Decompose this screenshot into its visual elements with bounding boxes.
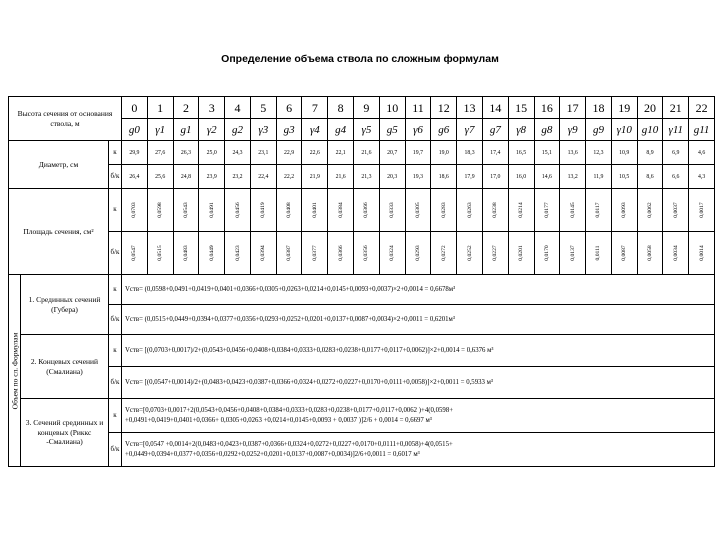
area-cell: 0,0034 <box>663 232 689 275</box>
unit-bk: б/к <box>109 232 122 275</box>
gamma-symbol: γ11 <box>663 119 689 141</box>
diameter-cell: 13,6 <box>560 141 586 165</box>
section-number: 5 <box>250 97 276 119</box>
unit-k: к <box>109 399 122 433</box>
diameter-cell: 23,1 <box>250 141 276 165</box>
diameter-cell: 23,2 <box>225 165 251 189</box>
volume-table <box>8 96 715 467</box>
formula-text: Vств= [(0,0547+0,0014)/2+(0,0483+0,0423+0,0387+0,0366+0,0324+0,0272+0,0227+0,0170+0,0111+0,0058)]×2+0,0011 = 0,5933 м³ <box>122 367 715 399</box>
section-number: 11 <box>405 97 431 119</box>
section-number: 6 <box>276 97 302 119</box>
area-cell: 0,0283 <box>431 189 457 232</box>
diameter-cell: 27,6 <box>147 141 173 165</box>
diameter-cell: 15,1 <box>534 141 560 165</box>
unit-bk: б/к <box>109 433 122 467</box>
area-cell: 0,0408 <box>276 189 302 232</box>
diameter-cell: 6,6 <box>663 165 689 189</box>
gamma-symbol: γ4 <box>302 119 328 141</box>
diameter-cell: 26,3 <box>173 141 199 165</box>
gamma-symbol: γ1 <box>147 119 173 141</box>
section-height-label: Высота сечения от основания ствола, м <box>9 97 122 141</box>
section-number: 4 <box>225 97 251 119</box>
area-cell: 0,0547 <box>122 232 148 275</box>
diameter-row-k <box>9 141 715 165</box>
area-cell: 0,0387 <box>276 232 302 275</box>
gamma-symbol: γ10 <box>611 119 637 141</box>
diameter-cell: 26,4 <box>122 165 148 189</box>
area-cell: 0,0449 <box>199 232 225 275</box>
diameter-cell: 24,8 <box>173 165 199 189</box>
formula-text: Vств=[0,0703+0,0017+2(0,0543+0,0456+0,0408+0,0384+0,0333+0,0283+0,0238+0,0177+0,0117+0,0062 )+4(0,0598+ +0,0491+0,0419+0,0401+0,0366+ 0,0305+0,0263 +0,0214+0,0145+0,0093 + 0,0037 )]2/6 + 0,0014 = 0,6697 м³ <box>122 399 715 433</box>
gamma-symbol: g7 <box>482 119 508 141</box>
gamma-symbol: g0 <box>122 119 148 141</box>
section-number: 10 <box>379 97 405 119</box>
gamma-symbol: γ3 <box>250 119 276 141</box>
area-row-k <box>9 189 715 232</box>
section-number: 22 <box>689 97 715 119</box>
diameter-cell: 22,9 <box>276 141 302 165</box>
diameter-cell: 21,3 <box>354 165 380 189</box>
diameter-cell: 13,2 <box>560 165 586 189</box>
diameter-cell: 17,9 <box>457 165 483 189</box>
area-cell: 0,0598 <box>147 189 173 232</box>
method2-row-bk <box>9 367 715 399</box>
area-cell: 0,0170 <box>534 232 560 275</box>
diameter-cell: 19,7 <box>405 141 431 165</box>
section-number: 18 <box>586 97 612 119</box>
formula-text: Vств=[0,0547 +0,0014+2(0,0483+0,0423+0,0387+0,0366+0,0324+0,0272+0,0227+0,0170+0,0111+0,0058)+4(0,0515+ +0,0449+0,0394+0,0377+0,0356+0,0292+0,0252+0,0201+0,0137+0,0087+0,0034)]2/6+0,0011 = 0,6017 м³ <box>122 433 715 467</box>
gamma-symbol: g5 <box>379 119 405 141</box>
gamma-symbol: g3 <box>276 119 302 141</box>
diameter-cell: 19,3 <box>405 165 431 189</box>
section-number: 13 <box>457 97 483 119</box>
gamma-symbol: γ9 <box>560 119 586 141</box>
formula-text: Vств= (0,0598+0,0491+0,0419+0,0401+0,0366+0,0305+0,0263+0,0214+0,0145+0,0093+0,0037)×2+0,0014 = 0,6678м³ <box>122 275 715 305</box>
gamma-symbol: γ6 <box>405 119 431 141</box>
gamma-symbol: g1 <box>173 119 199 141</box>
diameter-cell: 20,7 <box>379 141 405 165</box>
diameter-cell: 11,9 <box>586 165 612 189</box>
diameter-cell: 21,6 <box>354 141 380 165</box>
diameter-cell: 22,4 <box>250 165 276 189</box>
area-cell: 0,0366 <box>354 189 380 232</box>
diameter-cell: 18,6 <box>431 165 457 189</box>
method3-row-bk <box>9 433 715 467</box>
area-cell: 0,0058 <box>637 232 663 275</box>
gamma-symbol: g9 <box>586 119 612 141</box>
unit-bk: б/к <box>109 165 122 189</box>
diameter-cell: 10,9 <box>611 141 637 165</box>
diameter-cell: 12,3 <box>586 141 612 165</box>
section-number: 16 <box>534 97 560 119</box>
gamma-symbol: γ5 <box>354 119 380 141</box>
diameter-label: Диаметр, см <box>9 141 109 189</box>
section-number: 12 <box>431 97 457 119</box>
diameter-cell: 6,9 <box>663 141 689 165</box>
diameter-cell: 22,1 <box>328 141 354 165</box>
section-number: 19 <box>611 97 637 119</box>
diameter-cell: 25,6 <box>147 165 173 189</box>
unit-bk: б/к <box>109 305 122 335</box>
formula-text: Vств= (0,0515+0,0449+0,0394+0,0377+0,0356+0,0293+0,0252+0,0201+0,0137+0,0087+0,0034)×2+0,0011 = 0,6201м³ <box>122 305 715 335</box>
volume-side-label: Объем по сл. Формулам <box>9 275 21 467</box>
section-number: 0 <box>122 97 148 119</box>
diameter-cell: 20,3 <box>379 165 405 189</box>
area-cell: 0,0515 <box>147 232 173 275</box>
area-cell: 0,0394 <box>250 232 276 275</box>
area-cell: 0,0037 <box>663 189 689 232</box>
gamma-symbol: g11 <box>689 119 715 141</box>
area-cell: 0,0333 <box>379 189 405 232</box>
method-name: 2. Концевых сечений (Смалиана) <box>21 335 109 399</box>
section-number: 15 <box>508 97 534 119</box>
diameter-cell: 24,3 <box>225 141 251 165</box>
area-cell: 0,0177 <box>534 189 560 232</box>
area-row-bk <box>9 232 715 275</box>
diameter-cell: 18,3 <box>457 141 483 165</box>
section-number: 8 <box>328 97 354 119</box>
area-cell: 0,0227 <box>482 232 508 275</box>
diameter-cell: 16,5 <box>508 141 534 165</box>
diameter-cell: 22,6 <box>302 141 328 165</box>
area-cell: 0,0377 <box>302 232 328 275</box>
diameter-cell: 17,4 <box>482 141 508 165</box>
area-cell: 0,0145 <box>560 189 586 232</box>
area-cell: 0,0366 <box>328 232 354 275</box>
area-cell: 0,0238 <box>482 189 508 232</box>
unit-k: к <box>109 141 122 165</box>
diameter-cell: 29,9 <box>122 141 148 165</box>
diameter-cell: 25,0 <box>199 141 225 165</box>
unit-bk: б/к <box>109 367 122 399</box>
area-cell: 0,0456 <box>225 189 251 232</box>
diameter-cell: 21,9 <box>302 165 328 189</box>
formula-text: Vств= [(0,0703+0,0017)/2+(0,0543+0,0456+0,0408+0,0384+0,0333+0,0283+0,0238+0,0177+0,0117+0,0062)]×2+0,0014 = 0,6376 м³ <box>122 335 715 367</box>
unit-k: к <box>109 335 122 367</box>
area-cell: 0,0703 <box>122 189 148 232</box>
section-number: 14 <box>482 97 508 119</box>
area-cell: 0,0111 <box>586 232 612 275</box>
diameter-cell: 23,9 <box>199 165 225 189</box>
section-number: 20 <box>637 97 663 119</box>
area-cell: 0,0384 <box>328 189 354 232</box>
unit-k: к <box>109 189 122 232</box>
area-cell: 0,0305 <box>405 189 431 232</box>
diameter-cell: 21,6 <box>328 165 354 189</box>
section-number: 7 <box>302 97 328 119</box>
area-cell: 0,0356 <box>354 232 380 275</box>
area-cell: 0,0062 <box>637 189 663 232</box>
method3-row-k <box>9 399 715 433</box>
area-cell: 0,0272 <box>431 232 457 275</box>
area-cell: 0,0401 <box>302 189 328 232</box>
area-cell: 0,0491 <box>199 189 225 232</box>
diameter-cell: 10,5 <box>611 165 637 189</box>
area-cell: 0,0483 <box>173 232 199 275</box>
gamma-symbol: g4 <box>328 119 354 141</box>
diameter-cell: 14,6 <box>534 165 560 189</box>
area-cell: 0,0293 <box>405 232 431 275</box>
area-cell: 0,0201 <box>508 232 534 275</box>
section-number: 9 <box>354 97 380 119</box>
method-name: 1. Срединных сечений (Губера) <box>21 275 109 335</box>
area-cell: 0,0543 <box>173 189 199 232</box>
diameter-cell: 19,0 <box>431 141 457 165</box>
gamma-symbol: g2 <box>225 119 251 141</box>
section-number: 3 <box>199 97 225 119</box>
area-cell: 0,0419 <box>250 189 276 232</box>
gamma-symbol: g6 <box>431 119 457 141</box>
area-cell: 0,0087 <box>611 232 637 275</box>
area-cell: 0,0137 <box>560 232 586 275</box>
diameter-cell: 8,9 <box>637 141 663 165</box>
area-cell: 0,0214 <box>508 189 534 232</box>
area-cell: 0,0117 <box>586 189 612 232</box>
unit-k: к <box>109 275 122 305</box>
section-number: 1 <box>147 97 173 119</box>
diameter-cell: 4,3 <box>689 165 715 189</box>
gamma-symbol: γ7 <box>457 119 483 141</box>
area-cell: 0,0252 <box>457 232 483 275</box>
gamma-symbol: g8 <box>534 119 560 141</box>
method1-row-bk <box>9 305 715 335</box>
diameter-row-bk <box>9 165 715 189</box>
area-cell: 0,0324 <box>379 232 405 275</box>
method2-row-k <box>9 335 715 367</box>
diameter-cell: 17,0 <box>482 165 508 189</box>
sections-row <box>9 97 715 119</box>
gamma-symbol: g10 <box>637 119 663 141</box>
page-title: Определение объема ствола по сложным формулам <box>221 53 499 65</box>
section-number: 21 <box>663 97 689 119</box>
method-name: 3. Сечений срединных и концевых (Риккс -Смалиана) <box>21 399 109 467</box>
method1-row-k <box>9 275 715 305</box>
section-number: 2 <box>173 97 199 119</box>
diameter-cell: 8,6 <box>637 165 663 189</box>
section-number: 17 <box>560 97 586 119</box>
gamma-symbol: γ8 <box>508 119 534 141</box>
gamma-symbol: γ2 <box>199 119 225 141</box>
area-label: Площадь сечения, см² <box>9 189 109 275</box>
area-cell: 0,0423 <box>225 232 251 275</box>
area-cell: 0,0014 <box>689 232 715 275</box>
diameter-cell: 22,2 <box>276 165 302 189</box>
area-cell: 0,0093 <box>611 189 637 232</box>
area-cell: 0,0263 <box>457 189 483 232</box>
diameter-cell: 4,6 <box>689 141 715 165</box>
area-cell: 0,0017 <box>689 189 715 232</box>
diameter-cell: 16,0 <box>508 165 534 189</box>
